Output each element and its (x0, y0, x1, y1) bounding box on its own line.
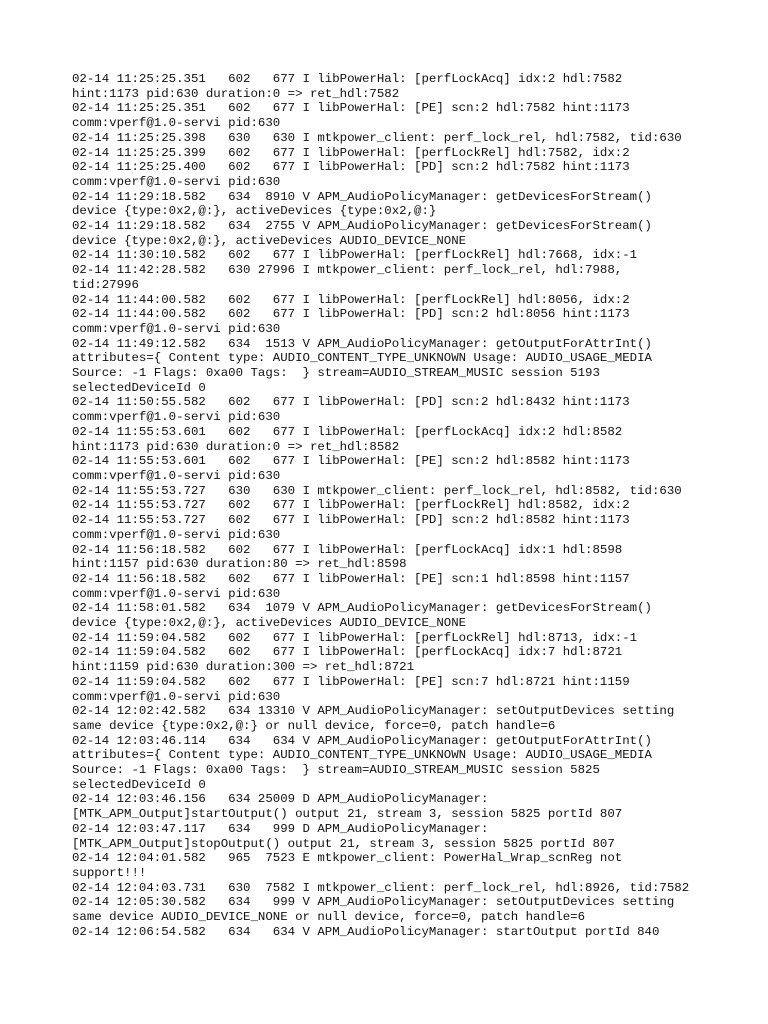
log-line: 02-14 11:42:28.582 630 27996 I mtkpower_client: perf_lock_rel, hdl:7988, (72, 263, 623, 278)
log-line: hint:1173 pid:630 duration:0 => ret_hdl:8582 (72, 439, 400, 454)
log-line: comm:vperf@1.0-servi pid:630 (72, 321, 281, 336)
log-line: 02-14 11:59:04.582 602 677 I libPowerHal: [perfLockAcq] idx:7 hdl:8721 (72, 645, 623, 660)
log-line: selectedDeviceId 0 (72, 777, 206, 792)
log-line: same device AUDIO_DEVICE_NONE or null device, force=0, patch handle=6 (72, 910, 586, 925)
log-line: attributes={ Content type: AUDIO_CONTENT_TYPE_UNKNOWN Usage: AUDIO_USAGE_MEDIA (72, 748, 652, 763)
log-line: 02-14 11:55:53.601 602 677 I libPowerHal: [PE] scn:2 hdl:8582 hint:1173 (72, 454, 630, 469)
log-line: comm:vperf@1.0-servi pid:630 (72, 689, 281, 704)
log-line: Source: -1 Flags: 0xa00 Tags: } stream=AUDIO_STREAM_MUSIC session 5193 (72, 366, 600, 381)
log-line: Source: -1 Flags: 0xa00 Tags: } stream=AUDIO_STREAM_MUSIC session 5825 (72, 763, 600, 778)
log-line: tid:27996 (72, 277, 139, 292)
log-line: device {type:0x2,@:}, activeDevices {type:0x2,@:} (72, 204, 437, 219)
log-line: 02-14 11:25:25.398 630 630 I mtkpower_client: perf_lock_rel, hdl:7582, tid:630 (72, 130, 682, 145)
log-line: comm:vperf@1.0-servi pid:630 (72, 116, 281, 131)
log-line: [MTK_APM_Output]stopOutput() output 21, stream 3, session 5825 portId 807 (72, 836, 615, 851)
log-line: same device {type:0x2,@:} or null device, force=0, patch handle=6 (72, 718, 556, 733)
log-line: 02-14 11:49:12.582 634 1513 V APM_AudioPolicyManager: getOutputForAttrInt() (72, 336, 652, 351)
log-line: 02-14 11:25:25.351 602 677 I libPowerHal: [perfLockAcq] idx:2 hdl:7582 (72, 72, 623, 86)
log-line: 02-14 12:03:46.156 634 25009 D APM_AudioPolicyManager: (72, 792, 489, 807)
log-line: selectedDeviceId 0 (72, 380, 206, 395)
log-line: 02-14 11:44:00.582 602 677 I libPowerHal: [PD] scn:2 hdl:8056 hint:1173 (72, 307, 630, 322)
log-line: comm:vperf@1.0-servi pid:630 (72, 410, 281, 425)
log-line: 02-14 11:59:04.582 602 677 I libPowerHal: [PE] scn:7 hdl:8721 hint:1159 (72, 674, 630, 689)
log-line: 02-14 11:55:53.601 602 677 I libPowerHal: [perfLockAcq] idx:2 hdl:8582 (72, 424, 623, 439)
log-line: 02-14 11:29:18.582 634 8910 V APM_AudioPolicyManager: getDevicesForStream() (72, 189, 652, 204)
log-line: comm:vperf@1.0-servi pid:630 (72, 527, 281, 542)
log-line: 02-14 11:55:53.727 602 677 I libPowerHal: [perfLockRel] hdl:8582, idx:2 (72, 498, 630, 513)
log-line: [MTK_APM_Output]startOutput() output 21, stream 3, session 5825 portId 807 (72, 807, 623, 822)
log-line: 02-14 11:44:00.582 602 677 I libPowerHal: [perfLockRel] hdl:8056, idx:2 (72, 292, 630, 307)
log-line: 02-14 12:04:03.731 630 7582 I mtkpower_client: perf_lock_rel, hdl:8926, tid:7582 (72, 880, 690, 895)
log-line: 02-14 12:05:30.582 634 999 V APM_AudioPolicyManager: setOutputDevices setting (72, 895, 675, 910)
log-line: 02-14 11:56:18.582 602 677 I libPowerHal: [perfLockAcq] idx:1 hdl:8598 (72, 542, 623, 557)
log-line: 02-14 11:58:01.582 634 1079 V APM_AudioPolicyManager: getDevicesForStream() (72, 601, 652, 616)
log-line: hint:1159 pid:630 duration:300 => ret_hdl:8721 (72, 660, 415, 675)
log-text-block (72, 72, 762, 939)
log-line: support!!! (72, 865, 147, 880)
log-line: 02-14 11:25:25.351 602 677 I libPowerHal: [PE] scn:2 hdl:7582 hint:1173 (72, 101, 630, 116)
log-line: 02-14 11:29:18.582 634 2755 V APM_AudioPolicyManager: getDevicesForStream() (72, 219, 652, 234)
log-line: comm:vperf@1.0-servi pid:630 (72, 174, 281, 189)
log-line: 02-14 11:56:18.582 602 677 I libPowerHal: [PE] scn:1 hdl:8598 hint:1157 (72, 571, 630, 586)
log-line: hint:1157 pid:630 duration:80 => ret_hdl:8598 (72, 557, 407, 572)
log-line: 02-14 12:06:54.582 634 634 V APM_AudioPolicyManager: startOutput portId 840 (72, 924, 660, 939)
log-line: 02-14 11:25:25.399 602 677 I libPowerHal: [perfLockRel] hdl:7582, idx:2 (72, 145, 630, 160)
log-line: 02-14 11:50:55.582 602 677 I libPowerHal: [PD] scn:2 hdl:8432 hint:1173 (72, 395, 630, 410)
log-line: 02-14 12:02:42.582 634 13310 V APM_AudioPolicyManager: setOutputDevices setting (72, 704, 675, 719)
log-line: comm:vperf@1.0-servi pid:630 (72, 586, 281, 601)
log-line: 02-14 11:59:04.582 602 677 I libPowerHal: [perfLockRel] hdl:8713, idx:-1 (72, 630, 638, 645)
log-line: 02-14 12:03:46.114 634 634 V APM_AudioPolicyManager: getOutputForAttrInt() (72, 733, 652, 748)
log-line: device {type:0x2,@:}, activeDevices AUDIO_DEVICE_NONE (72, 616, 467, 631)
log-line: hint:1173 pid:630 duration:0 => ret_hdl:7582 (72, 86, 400, 101)
log-line: device {type:0x2,@:}, activeDevices AUDIO_DEVICE_NONE (72, 233, 467, 248)
log-line: 02-14 12:03:47.117 634 999 D APM_AudioPolicyManager: (72, 821, 489, 836)
log-line: attributes={ Content type: AUDIO_CONTENT_TYPE_UNKNOWN Usage: AUDIO_USAGE_MEDIA (72, 351, 652, 366)
log-line: 02-14 11:30:10.582 602 677 I libPowerHal: [perfLockRel] hdl:7668, idx:-1 (72, 248, 638, 263)
log-line: 02-14 11:55:53.727 630 630 I mtkpower_client: perf_lock_rel, hdl:8582, tid:630 (72, 483, 682, 498)
log-line: 02-14 11:25:25.400 602 677 I libPowerHal: [PD] scn:2 hdl:7582 hint:1173 (72, 160, 630, 175)
log-line: 02-14 12:04:01.582 965 7523 E mtkpower_client: PowerHal_Wrap_scnReg not (72, 851, 623, 866)
log-line: comm:vperf@1.0-servi pid:630 (72, 468, 281, 483)
log-line: 02-14 11:55:53.727 602 677 I libPowerHal: [PD] scn:2 hdl:8582 hint:1173 (72, 513, 630, 528)
